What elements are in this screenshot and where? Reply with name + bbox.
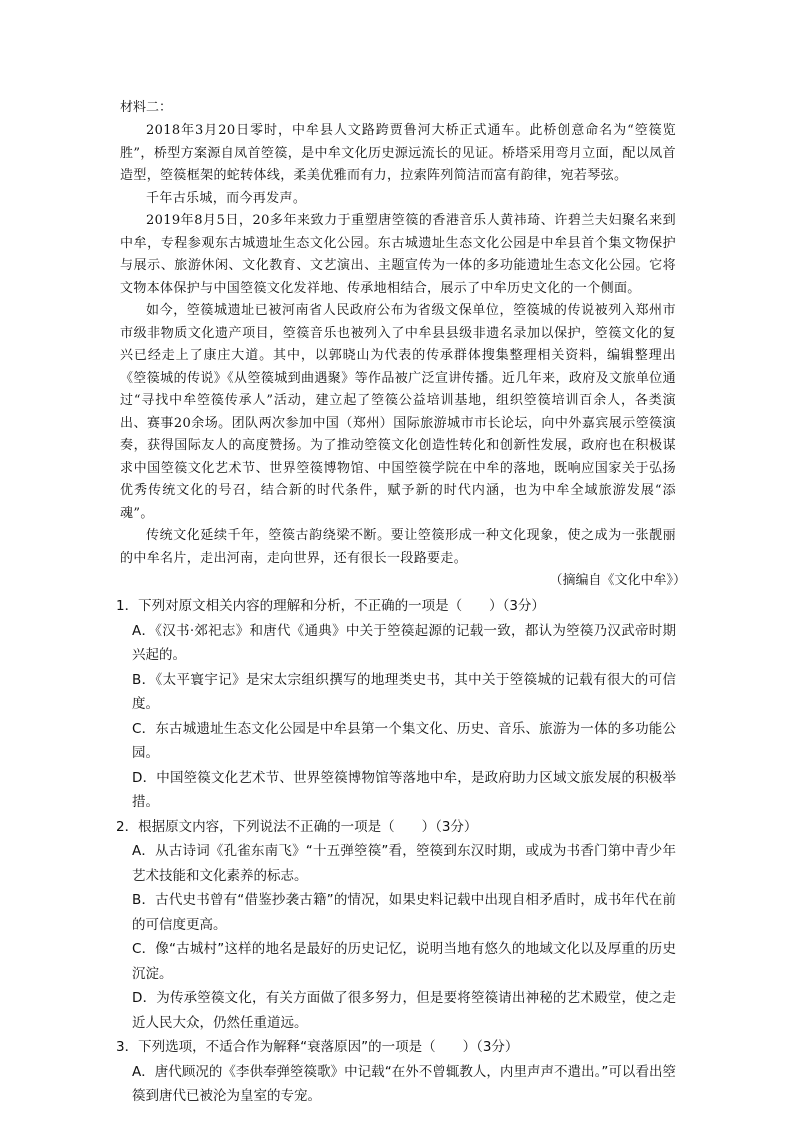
option-a: A．唐代顾况的《李供奉弹箜篌歌》中记载“在外不曾辄教人，内里声声不遣出。”可以看出箜篌到唐代已被沦为皇室的专宠。: [132, 1063, 676, 1104]
source-citation: （摘编自《文化中牟》）: [549, 573, 686, 588]
question-stem: 3．下列选项，不适合作为解释“衰落原因”的一项是（ ）（3分）: [116, 1039, 519, 1055]
option-c: C．东古城遗址生态文化公园是中牟县第一个集文化、历史、音乐、旅游为一体的多功能公园。: [132, 720, 676, 761]
option-a: A．从古诗词《孔雀东南飞》“十五弹箜篌”看，箜篌到东汉时期，或成为书香门第中青少年艺术技能和文化素养的标志。: [132, 843, 676, 884]
option-b: B．古代史书曾有“借鉴抄袭古籍”的情况，如果史料记载中出现自相矛盾时，成书年代在前的可信度更高。: [132, 892, 676, 933]
option-c: C．像“古城村”这样的地名是最好的历史记忆，说明当地有悠久的地域文化以及厚重的历史沉淀。: [132, 941, 676, 982]
paragraph: 传统文化延续千年，箜篌古韵绕梁不断。要让箜篌形成一种文化现象，使之成为一张靓丽的中牟名片，走出河南，走向世界，还有很长一段路要走。: [120, 528, 676, 566]
question-stem: 1．下列对原文相关内容的理解和分析，不正确的一项是（ ）（3分）: [116, 598, 545, 614]
question-stem: 2．根据原文内容，下列说法不正确的一项是（ ）（3分）: [116, 818, 478, 835]
option-d: D．中国箜篌文化艺术节、世界箜篌博物馆等落地中牟，是政府助力区域文旅发展的积极举措。: [132, 769, 676, 810]
document-page: [116, 97, 686, 1109]
paragraph: 如今，箜篌城遗址已被河南省人民政府公布为省级文保单位，箜篌城的传说被列入郑州市市级非物质文化遗产项目，箜篌音乐也被列入了中牟县县级非遗名录加以保护，箜篌文化的复兴已经走上了康庄大道。其中，以郭晓山为代表的传承群体搜集整理相关资料，编辑整理出《箜篌城的传说》《从箜篌城到曲遇聚》等作品被广泛宣讲传播。近几年来，政府及文旅单位通过“寻找中牟箜篌传承人”活动，建立起了箜篌公益培训基地，组织箜篌培训百余人，各类演出、赛事20余场。团队两次参加中国（郑州）国际旅游城市市长论坛，向中外嘉宾展示箜篌演奏，获得国际友人的高度赞扬。为了推动箜篌文化创造性转化和创新性发展，政府也在积极谋求中国箜篌文化艺术节、世界箜篌博物馆、中国箜篌学院在中牟的落地，既响应国家关于弘扬优秀传统文化的号召，结合新的时代条件，赋予新的时代内涵，也为中牟全域旅游发展“添魂”。: [120, 303, 676, 521]
question-3: [116, 1035, 676, 1109]
option-a: A．《汉书·郊祀志》和唐代《通典》中关于箜篌起源的记载一致，都认为箜篌乃汉武帝时期兴起的。: [132, 622, 676, 663]
question-1: [116, 594, 676, 815]
material-label: 材料二：: [120, 100, 173, 115]
paragraph: 2018年3月20日零时，中牟县人文路跨贾鲁河大桥正式通车。此桥创意命名为“箜篌览胜”，桥型方案源自凤首箜篌，是中牟文化历史源远流长的见证。桥塔采用弯月立面，配以凤首造型，箜篌框架的蛇转体线，柔美优雅而有力，拉索阵列简洁而富有韵律，宛若琴弦。: [120, 123, 676, 183]
paragraph: 2019年8月5日，20多年来致力于重塑唐箜篌的香港音乐人黄祎琦、许碧兰夫妇聚名来到中牟，专程参观东古城遗址生态文化公园。东古城遗址生态文化公园是中牟县首个集文物保护与展示、旅游休闲、文化教育、文艺演出、主题宣传为一体的多功能遗址生态文化公园。它将文物本体保护与中国箜篌文化发祥地、传承地相结合，展示了中牟历史文化的一个侧面。: [120, 213, 676, 296]
option-b: B．《太平寰宇记》是宋太宗组织撰写的地理类史书，其中关于箜篌城的记载有很大的可信度。: [132, 671, 676, 712]
question-2: [116, 815, 676, 1036]
paragraph: 千年古乐城，而今再发声。: [146, 190, 307, 206]
option-d: D．为传承箜篌文化，有关方面做了很多努力，但是要将箜篌请出神秘的艺术殿堂，使之走近人民大众，仍然任重道远。: [132, 990, 676, 1031]
